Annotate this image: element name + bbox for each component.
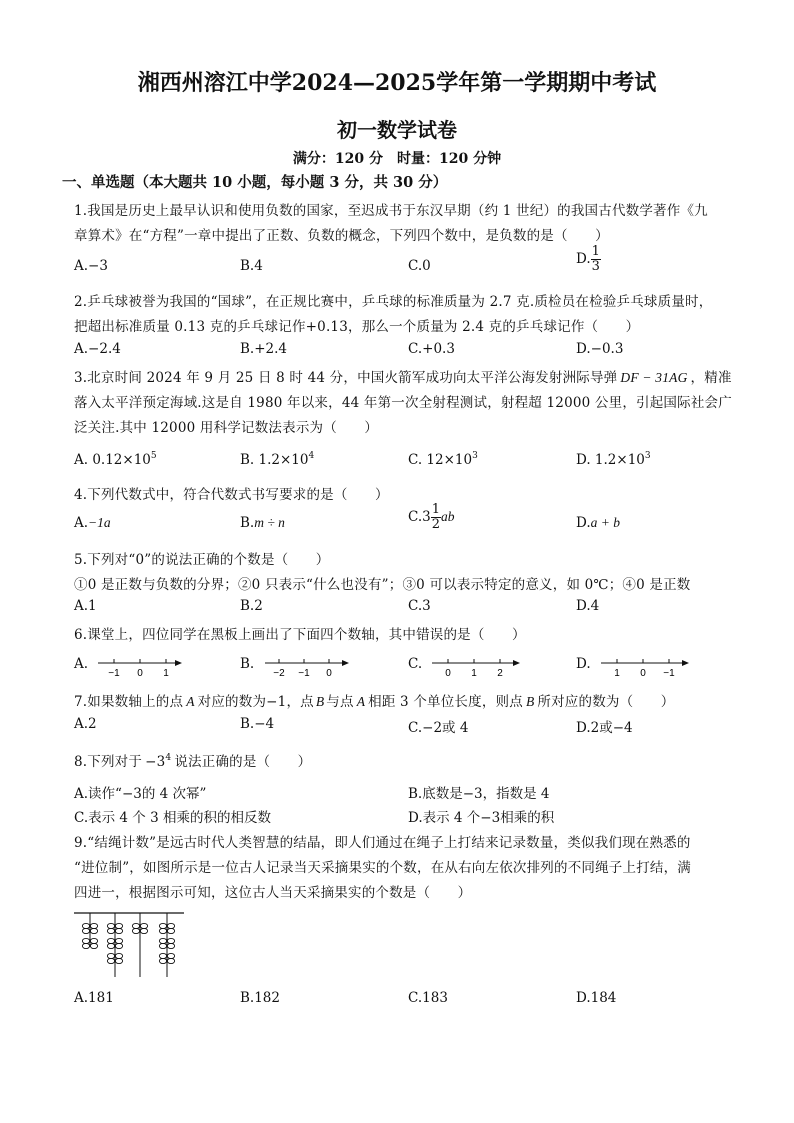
q9-option-c[interactable]: C.183	[408, 990, 448, 1006]
q6-option-b[interactable]: B. −2 −1 0	[240, 656, 351, 678]
q8-option-a[interactable]: A.读作“−3的 4 次幂”	[74, 786, 207, 802]
exam-meta: 满分：120 分 时量：120 分钟	[292, 151, 502, 167]
q3-line-3: 泛关注.其中 12000 用科学记数法表示为（ ）	[74, 420, 379, 436]
q7-option-d[interactable]: D.2或−4	[576, 720, 633, 736]
number-line-b	[259, 656, 351, 678]
q4-option-a[interactable]: A.−1a	[74, 515, 111, 531]
q1-line-1: 1.我国是历史上最早认识和使用负数的国家，至迟成书于东汉早期（约 1 世纪）的我国古代数学著作《九	[74, 203, 708, 219]
q9-option-d[interactable]: D.184	[576, 990, 617, 1006]
q8-option-b[interactable]: B.底数是−3，指数是 4	[408, 786, 550, 802]
q5-statements: ①0 是正数与负数的分界；②0 只表示“什么也没有”；③0 可以表示特定的意义，如 0℃；④0 是正数	[74, 577, 691, 593]
section-heading: 一、单选题（本大题共 10 小题，每小题 3 分，共 30 分）	[62, 174, 448, 191]
exam-title: 湘西州溶江中学2024—2025学年第一学期期中考试	[137, 70, 657, 96]
q4-option-c-fraction: $\frac{1}{2}$	[431, 502, 441, 532]
q2-option-d[interactable]: D.−0.3	[576, 341, 624, 357]
number-line-b-tick-2: −1	[297, 668, 310, 678]
number-line-d-tick-1: 1	[614, 668, 620, 678]
q7-option-c[interactable]: C.−2或 4	[408, 720, 469, 736]
q2-option-a[interactable]: A.−2.4	[74, 341, 121, 357]
q4-option-b[interactable]: B.m ÷ n	[240, 515, 285, 531]
q9-line-1: 9.“结绳计数”是远古时代人类智慧的结晶，即人们通过在绳子上打结来记录数量，类似我们现在熟悉的	[74, 835, 691, 851]
q4-option-d[interactable]: D.a + b	[576, 515, 621, 531]
q9-option-a[interactable]: A.181	[74, 990, 114, 1006]
q9-option-b[interactable]: B.182	[240, 990, 280, 1006]
q6-option-a[interactable]: A. −1 0 1	[74, 656, 184, 678]
number-line-c-tick-1: 0	[445, 668, 452, 678]
q3-option-d[interactable]: D. $1.2\times 10^3$	[576, 451, 651, 468]
q1-option-d[interactable]	[576, 245, 601, 274]
q1-option-c[interactable]: C.0	[408, 258, 431, 274]
q7-option-a[interactable]: A.2	[74, 716, 97, 732]
number-line-d-tick-3: −1	[663, 668, 675, 678]
q8-option-c[interactable]: C.表示 4 个 3 相乘的积的相反数	[74, 810, 271, 826]
q1-option-d-label: D.	[576, 251, 591, 267]
q1-option-a[interactable]: A.−3	[74, 258, 108, 274]
q5-option-c[interactable]: C.3	[408, 598, 431, 614]
number-line-a	[92, 656, 184, 678]
q6-option-c[interactable]: C. 0 1 2	[408, 656, 522, 678]
q3-line-2: 落入太平洋预定海域.这是自 1980 年以来，44 年第一次全射程测试，射程超 12000 公里，引起国际社会广	[74, 395, 732, 411]
q2-option-c[interactable]: C.+0.3	[408, 341, 455, 357]
q5-option-a[interactable]: A.1	[74, 598, 97, 614]
q8-stem: 8.下列对于 $-3^4$ 说法正确的是（ ）	[74, 753, 312, 770]
q2-option-b[interactable]: B.+2.4	[240, 341, 287, 357]
q5-option-d[interactable]: D.4	[576, 598, 600, 614]
number-line-d-tick-2: 0	[640, 668, 646, 678]
q6-stem: 6.课堂上，四位同学在黑板上画出了下面四个数轴，其中错误的是（ ）	[74, 627, 526, 643]
number-line-c-tick-3: 2	[497, 668, 504, 678]
q1-option-b[interactable]: B.4	[240, 258, 263, 274]
number-line-d	[595, 656, 691, 678]
q4-option-c[interactable]: C.3 $\frac{1}{2}$ ab	[408, 502, 455, 532]
knot-rope-figure	[72, 910, 192, 980]
q5-option-b[interactable]: B.2	[240, 598, 263, 614]
number-line-b-tick-3: 0	[325, 668, 332, 678]
q9-line-3: 四进一，根据图示可知，这位古人当天采摘果实的个数是（ ）	[74, 885, 472, 901]
number-line-b-tick-1: −2	[272, 668, 285, 678]
q7-option-b[interactable]: B.−4	[240, 716, 275, 732]
q1-line-2: 章算术》在“方程”一章中提出了正数、负数的概念，下列四个数中，是负数的是（ ）	[74, 228, 609, 244]
q8-option-d[interactable]: D.表示 4 个−3相乘的积	[408, 810, 555, 826]
number-line-c	[426, 656, 522, 678]
q2-line-1: 2.乒乓球被誉为我国的“国球”，在正规比赛中，乒乓球的标准质量为 2.7 克.质检员在检验乒乓球质量时，	[74, 294, 713, 310]
number-line-c-tick-2: 1	[471, 668, 478, 678]
q3-option-a[interactable]: A. $0.12\times 10^5$	[74, 451, 157, 468]
missile-name: DF − 31AG	[620, 370, 688, 385]
q1-option-d-fraction: $\frac{1}{3}$	[591, 244, 600, 274]
exam-subtitle: 初一数学试卷	[337, 118, 457, 142]
q3-option-c[interactable]: C. $12\times 10^3$	[408, 451, 478, 468]
q3-option-b[interactable]: B. $1.2\times 10^4$	[240, 451, 315, 468]
number-line-a-tick-3: 1	[163, 668, 170, 678]
q5-stem: 5.下列对“0”的说法正确的个数是（ ）	[74, 552, 330, 568]
q3-line-1: 3.北京时间 2024 年 9 月 25 日 8 时 44 分，中国火箭军成功向太平洋公海发射洲际导弹 DF − 31AG ，精准	[74, 370, 732, 386]
number-line-a-tick-1: −1	[108, 668, 121, 678]
q4-stem: 4.下列代数式中，符合代数式书写要求的是（ ）	[74, 487, 389, 503]
q2-line-2: 把超出标准质量 0.13 克的乒乓球记作+0.13，那么一个质量为 2.4 克的乒乓球记作（ ）	[74, 319, 640, 335]
q7-stem: 7.如果数轴上的点 A 对应的数为−1，点 B 与点 A 相距 3 个单位长度，则点 B 所对应的数为（ ）	[74, 694, 675, 710]
q9-line-2: “进位制”，如图所示是一位古人记录当天采摘果实的个数，在从右向左依次排列的不同绳子上打结，满	[74, 860, 692, 876]
q6-option-d[interactable]: D. 1 0 −1	[576, 656, 691, 678]
number-line-a-tick-2: 0	[137, 668, 144, 678]
